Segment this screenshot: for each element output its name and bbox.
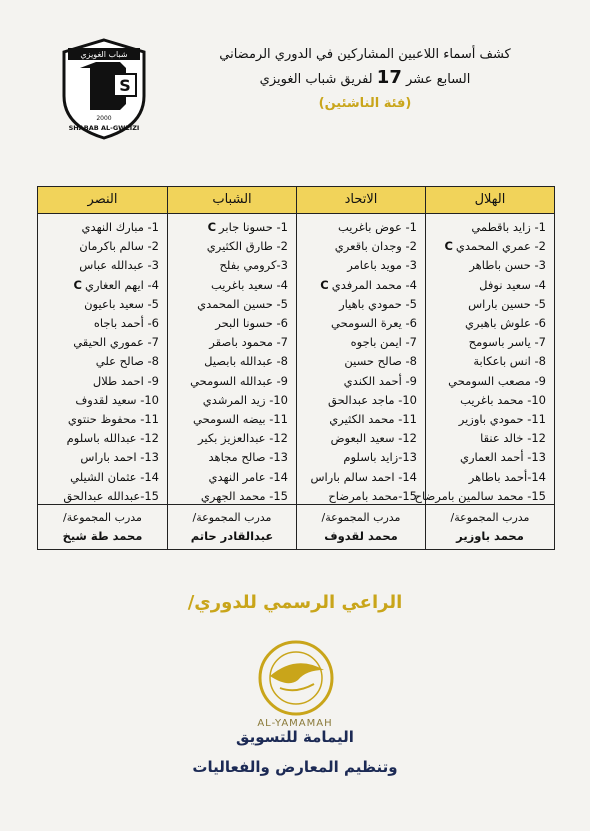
player-name: 2- سالم باكرمان: [79, 239, 159, 254]
logo-bottom-text: SHABAB AL-GWEIZI: [68, 124, 140, 132]
player-name: 10- زيد المرشدي: [202, 392, 288, 407]
player-item: [297, 487, 417, 506]
coach-label: مدرب المجموعة/: [321, 511, 401, 524]
sponsor-brand: AL-YAMAMAH: [257, 718, 333, 729]
player-item: [414, 487, 546, 506]
player-item: [38, 276, 159, 295]
captain-badge: C: [444, 239, 453, 254]
player-name: 3- حسن باطاهر: [469, 258, 546, 273]
player-name: 12- عبدالعزيز بكير: [198, 431, 288, 446]
document-header: [170, 45, 560, 115]
player-name: 1- حسونا جابر: [219, 220, 288, 234]
player-item: [297, 256, 417, 275]
player-item: [297, 218, 417, 237]
player-item: [38, 487, 159, 506]
player-item: [426, 372, 546, 391]
player-name: 3-كرومي بفلح: [219, 258, 288, 273]
player-name: 10- سعيد لقدوف: [75, 392, 159, 407]
sponsor-subtitle: وتنظيم المعارض والفعاليات: [192, 758, 398, 776]
player-item: [168, 372, 288, 391]
coach-cell-nasr: [38, 505, 167, 549]
player-item: [168, 237, 288, 256]
player-name: 7- عموري الحيقي: [73, 335, 159, 350]
player-item: [297, 410, 417, 429]
player-name: 4- سعيد باغريب: [210, 277, 288, 292]
player-name: 13-زايد باسلوم: [343, 450, 417, 465]
player-item: [38, 372, 159, 391]
sponsor-title: الراعي الرسمي للدوري/: [187, 592, 403, 613]
player-name: 9- عبدالله السومحي: [190, 373, 288, 388]
player-name: 13- أحمد العماري: [459, 450, 546, 465]
category-label: (فئة الناشئين): [318, 96, 412, 111]
player-name: 13- صالح مجاهد: [208, 450, 288, 465]
player-item: [38, 295, 159, 314]
player-name: 10- ماجد عبدالحق: [328, 392, 417, 407]
player-name: 8- انس باعكابة: [473, 354, 546, 369]
player-name: 15-محمد بامرضاح: [328, 488, 417, 503]
player-item: [297, 468, 417, 487]
coach-label: مدرب المجموعة/: [450, 511, 530, 524]
player-item: [426, 448, 546, 467]
captain-badge: C: [320, 277, 329, 292]
player-name: 12- خالد عنقا: [480, 431, 546, 446]
player-name: 9- مصعب السومحي: [448, 373, 546, 388]
coaches-row: [38, 504, 554, 549]
player-item: [426, 237, 546, 256]
players-row: [38, 214, 554, 504]
player-name: 5- حسين المحمدي: [197, 296, 288, 311]
sponsor-logo: [240, 636, 352, 718]
team-column-shabab: [167, 214, 296, 504]
player-name: 14-أحمد باطاهر: [468, 469, 546, 484]
team-column-ittihad: [296, 214, 425, 504]
player-item: [168, 295, 288, 314]
coach-name: عبدالقادر حاتم: [190, 529, 274, 543]
player-name: 15- محمد الجهري: [200, 488, 288, 503]
player-name: 13- احمد باراس: [80, 450, 159, 465]
team-column-nasr: [38, 214, 167, 504]
player-item: [38, 237, 159, 256]
player-name: 6- أحمد باجاه: [93, 316, 159, 331]
player-item: [426, 468, 546, 487]
player-name: 6- علوش باهبري: [464, 316, 546, 331]
player-name: 2- وجدان باقعري: [334, 239, 417, 254]
player-name: 4- محمد المرفدي: [331, 277, 417, 292]
player-name: 1- عوض باغريب: [337, 220, 417, 234]
player-name: 2- طارق الكثيري: [206, 239, 288, 254]
sponsor-name: اليمامة للتسويق: [236, 728, 354, 746]
coach-name: محمد لقدوف: [324, 529, 398, 543]
player-item: [38, 410, 159, 429]
player-name: 1- زايد باقطمي: [471, 220, 546, 234]
table-header-row: [38, 187, 554, 214]
league-edition-number: 17: [376, 67, 402, 88]
player-name: 14- عامر النهدي: [208, 469, 288, 484]
player-name: 11- بيضه السومحي: [193, 412, 288, 427]
svg-text:S: S: [119, 76, 131, 95]
player-item: [168, 468, 288, 487]
player-name: 8- صالح علي: [95, 354, 159, 369]
player-name: 14- عثمان الشيلي: [70, 469, 159, 484]
player-item: [297, 237, 417, 256]
player-name: 8- عبدالله بابصيل: [204, 354, 288, 369]
player-name: 7- ايمن باجوه: [350, 335, 417, 350]
player-name: 5- حمودي باهيار: [339, 296, 417, 311]
team-header-nasr: النصر: [87, 192, 118, 207]
player-name: 7- محمود باصقر: [209, 335, 288, 350]
coach-label: مدرب المجموعة/: [192, 511, 272, 524]
player-item: [426, 256, 546, 275]
team-header-ittihad: الاتحاد: [296, 187, 425, 213]
player-item: [168, 410, 288, 429]
team-column-hilal: [414, 214, 554, 504]
player-item: [426, 391, 546, 410]
player-item: [38, 314, 159, 333]
coach-cell-shabab: [167, 505, 296, 549]
player-item: [38, 391, 159, 410]
player-name: 15- محمد سالمين بامرضاح: [414, 488, 546, 503]
player-item: [297, 429, 417, 448]
logo-top-text: شباب الغويزي: [80, 50, 128, 59]
player-name: 6- حسونا البحر: [215, 316, 288, 331]
player-name: 11- محفوظ حنتوي: [67, 412, 159, 427]
player-item: [168, 314, 288, 333]
captain-badge: C: [73, 277, 82, 292]
player-name: 5- حسين باراس: [468, 296, 546, 311]
player-name: 11- محمد الكثيري: [329, 412, 417, 427]
player-name: 12- سعيد البعوض: [330, 431, 417, 446]
player-item: [297, 352, 417, 371]
team-header-shabab: الشباب: [167, 187, 296, 213]
player-item: [297, 333, 417, 352]
player-name: 1- مبارك النهدي: [81, 220, 159, 234]
player-item: [38, 352, 159, 371]
player-item: [38, 333, 159, 352]
player-item: [297, 372, 417, 391]
player-item: [38, 218, 159, 237]
player-item: [297, 295, 417, 314]
player-item: [426, 276, 546, 295]
coach-cell-hilal: [425, 505, 554, 549]
club-logo: [60, 38, 148, 140]
team-name-text: لفريق شباب الغويزي: [259, 72, 373, 87]
player-item: [297, 391, 417, 410]
league-edition-word: السابع عشر: [406, 72, 471, 87]
player-item: [38, 468, 159, 487]
player-name: 9- احمد طلال: [92, 373, 159, 388]
captain-badge: C: [207, 220, 217, 234]
player-item: [38, 256, 159, 275]
team-header-hilal: الهلال: [425, 187, 554, 213]
player-name: 7- ياسر باسومح: [468, 335, 546, 350]
player-item: [168, 448, 288, 467]
player-name: 15-عبدالله عبدالحق: [63, 488, 159, 503]
player-item: [297, 448, 417, 467]
coach-name: محمد باوزير: [456, 529, 524, 543]
player-name: 11- حمودي باوزير: [458, 412, 546, 427]
player-name: 12- عبدالله باسلوم: [66, 431, 159, 446]
player-name: 14- احمد سالم باراس: [310, 469, 417, 484]
player-item: [168, 218, 288, 237]
player-item: [168, 333, 288, 352]
player-name: 9- أحمد الكندي: [343, 373, 417, 388]
player-item: [426, 410, 546, 429]
player-item: [297, 314, 417, 333]
player-item: [426, 314, 546, 333]
coach-cell-ittihad: [296, 505, 425, 549]
player-name: 10- محمد باغريب: [460, 392, 546, 407]
player-name: 8- صالح حسين: [344, 354, 417, 369]
player-item: [168, 276, 288, 295]
player-name: 4- سعيد نوفل: [479, 277, 546, 292]
player-item: [426, 333, 546, 352]
player-item: [168, 429, 288, 448]
player-name: 2- عمري المحمدي: [455, 239, 546, 254]
player-item: [426, 295, 546, 314]
header-title: كشف أسماء اللاعبين المشاركين في الدوري الرمضاني: [219, 47, 511, 62]
player-item: [297, 276, 417, 295]
player-item: [38, 448, 159, 467]
player-item: [38, 429, 159, 448]
player-item: [168, 391, 288, 410]
player-item: [426, 429, 546, 448]
player-item: [168, 487, 288, 506]
players-table: [37, 186, 555, 550]
player-name: 4- ايهم العغاري: [85, 277, 159, 292]
player-name: 3- عبدالله عباس: [79, 258, 159, 273]
logo-year: 2000: [96, 115, 112, 122]
coach-name: محمد طة شيخ: [62, 529, 143, 543]
player-item: [426, 352, 546, 371]
player-item: [426, 218, 546, 237]
player-name: 5- سعيد باعيون: [84, 296, 159, 311]
player-name: 3- مويد باعامر: [347, 258, 417, 273]
coach-label: مدرب المجموعة/: [63, 511, 142, 524]
player-item: [168, 256, 288, 275]
player-item: [168, 352, 288, 371]
header-subtitle: [170, 65, 560, 93]
player-name: 6- يعرة السومحي: [331, 316, 417, 331]
